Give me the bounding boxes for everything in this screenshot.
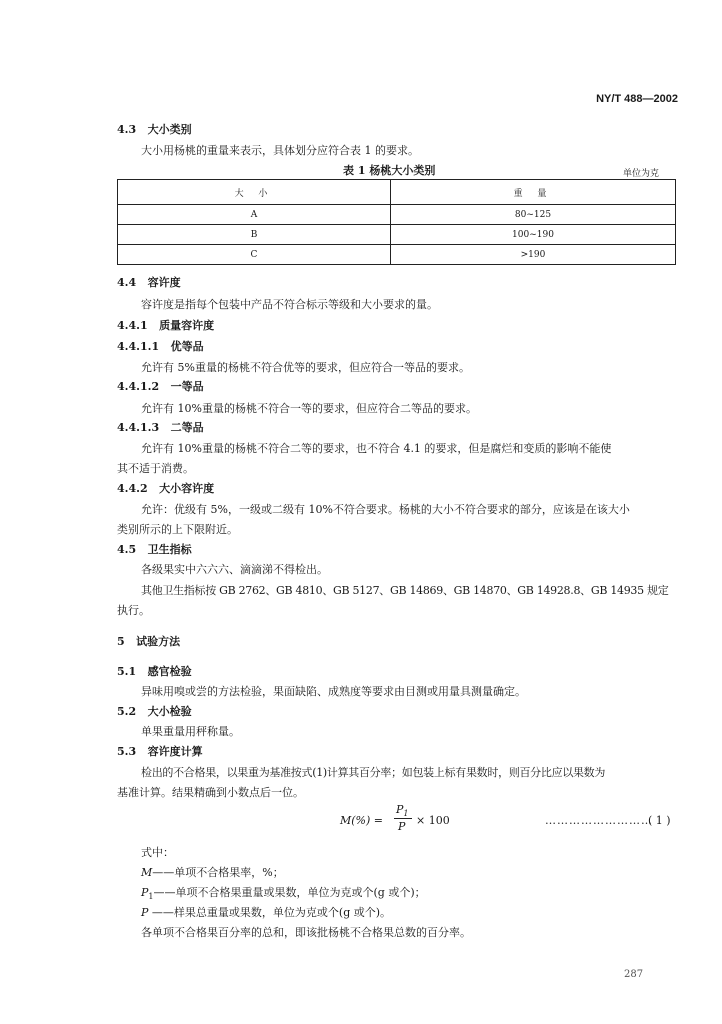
section-5-2-heading [117,703,192,719]
section-4-4-1-1-heading [117,338,204,354]
symbol-p1: P [141,886,149,899]
size-category-table [117,179,676,265]
size-cell: B [118,225,391,245]
section-4-4-2-text-line1: 允许：优级有 5%，一级或二级有 10%不符合要求。杨桃的大小不符合要求的部分，应该是在该大小 [141,503,630,516]
section-title: 试验方法 [136,635,181,648]
where-title: 式中： [141,846,174,859]
section-number: 4.4.1 [117,319,148,332]
section-title: 卫生指标 [147,543,192,556]
symbol-p1-desc: ——单项不合格果重量或果数，单位为克或个(g 或个)； [153,886,426,899]
section-4-3-heading [117,121,192,137]
where-p1 [141,884,426,901]
section-5-1-text: 异味用嗅或尝的方法检验，果面缺陷、成熟度等要求由目测或用量具测量确定。 [141,685,526,698]
formula-fraction-bar [394,818,412,819]
formula-rhs: × 100 [416,814,450,827]
section-number: 4.4.1.2 [117,380,160,393]
section-4-5-heading [117,541,192,557]
section-number: 4.4.1.1 [117,340,160,353]
table-caption: 表 1 杨桃大小类别 [343,164,436,177]
size-cell: C [118,245,391,265]
section-4-4-1-1-text: 允许有 5%重量的杨桃不符合优等的要求，但应符合一等品的要求。 [141,361,470,374]
section-number: 5.2 [117,705,137,718]
section-4-4-1-heading [117,317,214,333]
section-title: 容许度 [147,276,181,289]
section-title: 大小容许度 [159,482,215,495]
section-number: 4.4.1.3 [117,421,160,434]
section-4-5-text-line2: 其他卫生指标按 GB 2762、GB 4810、GB 5127、GB 14869、GB 14870、GB 14928.8、GB 14935 规定 [141,584,669,597]
standard-number: NY/T 488—2002 [596,93,678,105]
where-p [141,904,391,920]
table-row [118,225,676,245]
table-row [118,245,676,265]
formula-denominator: P [398,820,406,833]
section-title: 一等品 [170,380,204,393]
table-unit: 单位为克 [623,169,660,179]
symbol-p-desc: ——样果总重量或果数，单位为克或个(g 或个)。 [151,906,392,919]
section-4-4-1-3-heading [117,419,204,435]
size-cell: A [118,205,391,225]
section-5-3-heading [117,743,203,759]
section-5-2-text: 单果重量用秤称量。 [141,725,240,738]
section-4-4-2-heading [117,480,214,496]
section-4-4-text: 容许度是指每个包装中产品不符合标示等级和大小要求的量。 [141,298,438,311]
section-4-3-text: 大小用杨桃的重量来表示，具体划分应符合表 1 的要求。 [141,144,419,157]
weight-cell: 100~190 [391,225,676,245]
section-5-3-text-line1: 检出的不合格果，以果重为基准按式(1)计算其百分率；如包装上标有果数时，则百分比应以果数为 [141,766,606,779]
closing-text: 各单项不合格果百分率的总和，即该批杨桃不合格果总数的百分率。 [141,926,471,939]
symbol-m-desc: ——单项不合格果率，%； [152,866,284,879]
column-header-size: 大 小 [118,180,391,205]
symbol-m: M [141,866,153,879]
section-title: 容许度计算 [147,745,203,758]
section-number: 5.1 [117,665,137,678]
formula-numerator-subscript: 1 [403,809,409,819]
formula-numerator-symbol: P [396,803,404,816]
formula-leader: ……………………… [545,814,653,827]
symbol-p: P [141,906,149,919]
where-m [141,864,284,880]
table-row [118,205,676,225]
section-4-5-text-line1: 各级果实中六六六、滴滴涕不得检出。 [141,563,328,576]
section-number: 4.4.2 [117,482,148,495]
page-number: 287 [624,969,644,980]
section-4-4-1-2-text: 允许有 10%重量的杨桃不符合一等的要求，但应符合二等品的要求。 [141,402,477,415]
table-header-row [118,180,676,205]
section-number: 5.3 [117,745,137,758]
section-title: 质量容许度 [159,319,215,332]
formula-numerator [396,803,409,818]
section-title: 优等品 [170,340,204,353]
section-4-5-text-line3: 执行。 [117,604,150,617]
section-number: 5 [117,635,125,648]
section-title: 大小检验 [147,705,192,718]
section-title: 二等品 [170,421,204,434]
formula-label: ( 1 ) [648,814,671,827]
section-5-3-text-line2: 基准计算。结果精确到小数点后一位。 [117,786,304,799]
section-title: 感官检验 [147,665,192,678]
section-4-4-1-2-heading [117,378,204,394]
weight-cell: >190 [391,245,676,265]
symbol-p1-subscript: 1 [148,892,154,902]
section-5-heading [117,633,180,649]
section-number: 4.3 [117,123,137,136]
section-4-4-2-text-line2: 类别所示的上下限附近。 [117,523,238,536]
section-4-4-1-3-text-line2: 其不适于消费。 [117,462,194,475]
section-number: 4.5 [117,543,137,556]
section-5-1-heading [117,663,192,679]
section-4-4-1-3-text-line1: 允许有 10%重量的杨桃不符合二等的要求，也不符合 4.1 的要求，但是腐烂和变质的影响不能使 [141,442,612,455]
formula-lhs: M(%) = [340,814,384,827]
section-number: 4.4 [117,276,137,289]
weight-cell: 80~125 [391,205,676,225]
section-4-4-heading [117,274,181,290]
section-title: 大小类别 [147,123,192,136]
column-header-weight: 重 量 [391,180,676,205]
